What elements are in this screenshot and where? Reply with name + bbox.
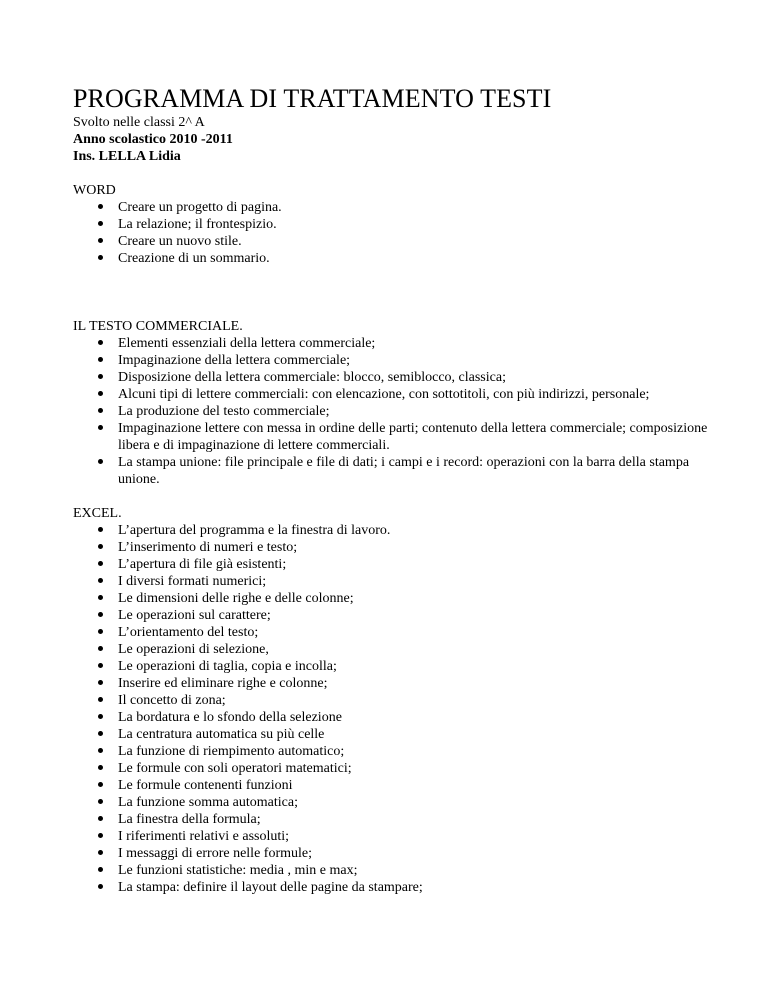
list-item-text: La centratura automatica su più celle <box>118 727 325 742</box>
list-item-text: Creazione di un sommario. <box>118 251 270 266</box>
bullet-icon <box>95 522 105 539</box>
section-word <box>73 182 713 267</box>
list-item-text: L’apertura di file già esistenti; <box>118 557 287 572</box>
list-item-text: La funzione di riempimento automatico; <box>118 744 345 759</box>
document-title: PROGRAMMA DI TRATTAMENTO TESTI <box>73 84 552 113</box>
bullet-icon <box>95 641 105 658</box>
list-item-text: Disposizione della lettera commerciale: blocco, semiblocco, classica; <box>118 370 506 385</box>
teacher-line: Ins. LELLA Lidia <box>73 149 181 164</box>
list-item-text: La relazione; il frontespizio. <box>118 217 277 232</box>
bullet-icon <box>95 233 105 250</box>
list-item-text: Impaginazione della lettera commerciale; <box>118 353 351 368</box>
bullet-icon <box>95 777 105 794</box>
bullet-icon <box>95 556 105 573</box>
bullet-icon <box>95 573 105 590</box>
list-item-text: Creare un nuovo stile. <box>118 234 242 249</box>
section-title-testo-commerciale: IL TESTO COMMERCIALE. <box>73 319 243 334</box>
list-item-text: Le funzioni statistiche: media , min e max; <box>118 863 358 878</box>
bullet-icon <box>95 828 105 845</box>
bullet-icon <box>95 726 105 743</box>
list-item <box>73 862 713 879</box>
list-item-text: Alcuni tipi di lettere commerciali: con elencazione, con sottotitoli, con più indirizzi, personale; <box>118 387 650 402</box>
list-item-text: La stampa: definire il layout delle pagine da stampare; <box>118 880 423 895</box>
list-item <box>73 199 713 216</box>
classes-line: Svolto nelle classi 2^ A <box>73 115 205 130</box>
bullet-icon <box>95 811 105 828</box>
bullet-icon <box>95 386 105 403</box>
section-excel-list <box>73 522 713 896</box>
list-item-text: Creare un progetto di pagina. <box>118 200 282 215</box>
list-item <box>73 522 713 539</box>
list-item <box>73 743 713 760</box>
list-item <box>73 845 713 862</box>
bullet-icon <box>95 216 105 233</box>
list-item-text: La finestra della formula; <box>118 812 261 827</box>
list-item-text: Inserire ed eliminare righe e colonne; <box>118 676 328 691</box>
list-item <box>73 216 713 233</box>
list-item-text: I riferimenti relativi e assoluti; <box>118 829 290 844</box>
list-item-text: La funzione somma automatica; <box>118 795 298 810</box>
list-item <box>73 539 713 556</box>
bullet-icon <box>95 403 105 420</box>
bullet-icon <box>95 590 105 607</box>
list-item <box>73 794 713 811</box>
bullet-icon <box>95 675 105 692</box>
bullet-icon <box>95 624 105 641</box>
section-testo-commerciale <box>73 318 713 488</box>
list-item <box>73 369 713 386</box>
list-item-text: Le dimensioni delle righe e delle colonne; <box>118 591 354 606</box>
list-item <box>73 420 713 454</box>
list-item <box>73 726 713 743</box>
list-item <box>73 403 713 420</box>
list-item <box>73 709 713 726</box>
list-item-text: Le formule con soli operatori matematici; <box>118 761 352 776</box>
document-page <box>73 84 713 896</box>
bullet-icon <box>95 692 105 709</box>
bullet-icon <box>95 250 105 267</box>
section-title-word: WORD <box>73 183 116 198</box>
list-item-text: L’apertura del programma e la finestra di lavoro. <box>118 523 391 538</box>
list-item-text: Le operazioni di taglia, copia e incolla; <box>118 659 337 674</box>
list-item <box>73 692 713 709</box>
section-testo-commerciale-list <box>73 335 713 488</box>
bullet-icon <box>95 845 105 862</box>
bullet-icon <box>95 760 105 777</box>
list-item-text: Impaginazione lettere con messa in ordine delle parti; contenuto della lettera commerciale; composizione libera e di impaginazione di lettere commerciali. <box>118 421 708 453</box>
list-item <box>73 454 713 488</box>
list-item-text: L’inserimento di numeri e testo; <box>118 540 298 555</box>
list-item <box>73 811 713 828</box>
list-item <box>73 760 713 777</box>
section-title-excel: EXCEL. <box>73 506 122 521</box>
list-item <box>73 879 713 896</box>
list-item <box>73 607 713 624</box>
list-item-text: I diversi formati numerici; <box>118 574 267 589</box>
list-item-text: La bordatura e lo sfondo della selezione <box>118 710 342 725</box>
list-item-text: I messaggi di errore nelle formule; <box>118 846 312 861</box>
list-item <box>73 828 713 845</box>
bullet-icon <box>95 658 105 675</box>
bullet-icon <box>95 335 105 352</box>
bullet-icon <box>95 794 105 811</box>
bullet-icon <box>95 454 105 471</box>
list-item <box>73 777 713 794</box>
bullet-icon <box>95 539 105 556</box>
bullet-icon <box>95 420 105 437</box>
bullet-icon <box>95 607 105 624</box>
list-item <box>73 624 713 641</box>
bullet-icon <box>95 743 105 760</box>
bullet-icon <box>95 199 105 216</box>
list-item <box>73 675 713 692</box>
list-item <box>73 233 713 250</box>
list-item-text: Il concetto di zona; <box>118 693 226 708</box>
list-item-text: L’orientamento del testo; <box>118 625 259 640</box>
list-item-text: Le operazioni di selezione, <box>118 642 269 657</box>
bullet-icon <box>95 862 105 879</box>
list-item-text: Le operazioni sul carattere; <box>118 608 271 623</box>
section-excel <box>73 505 713 896</box>
bullet-icon <box>95 879 105 896</box>
list-item <box>73 590 713 607</box>
bullet-icon <box>95 352 105 369</box>
list-item <box>73 573 713 590</box>
list-item <box>73 556 713 573</box>
list-item-text: Le formule contenenti funzioni <box>118 778 293 793</box>
list-item <box>73 352 713 369</box>
list-item <box>73 658 713 675</box>
list-item <box>73 641 713 658</box>
list-item <box>73 386 713 403</box>
bullet-icon <box>95 709 105 726</box>
school-year-line: Anno scolastico 2010 -2011 <box>73 132 233 147</box>
section-word-list <box>73 199 713 267</box>
list-item <box>73 250 713 267</box>
bullet-icon <box>95 369 105 386</box>
list-item-text: Elementi essenziali della lettera commerciale; <box>118 336 376 351</box>
list-item-text: La stampa unione: file principale e file di dati; i campi e i record: operazioni con la barra della stampa unione. <box>118 455 690 487</box>
list-item-text: La produzione del testo commerciale; <box>118 404 330 419</box>
list-item <box>73 335 713 352</box>
